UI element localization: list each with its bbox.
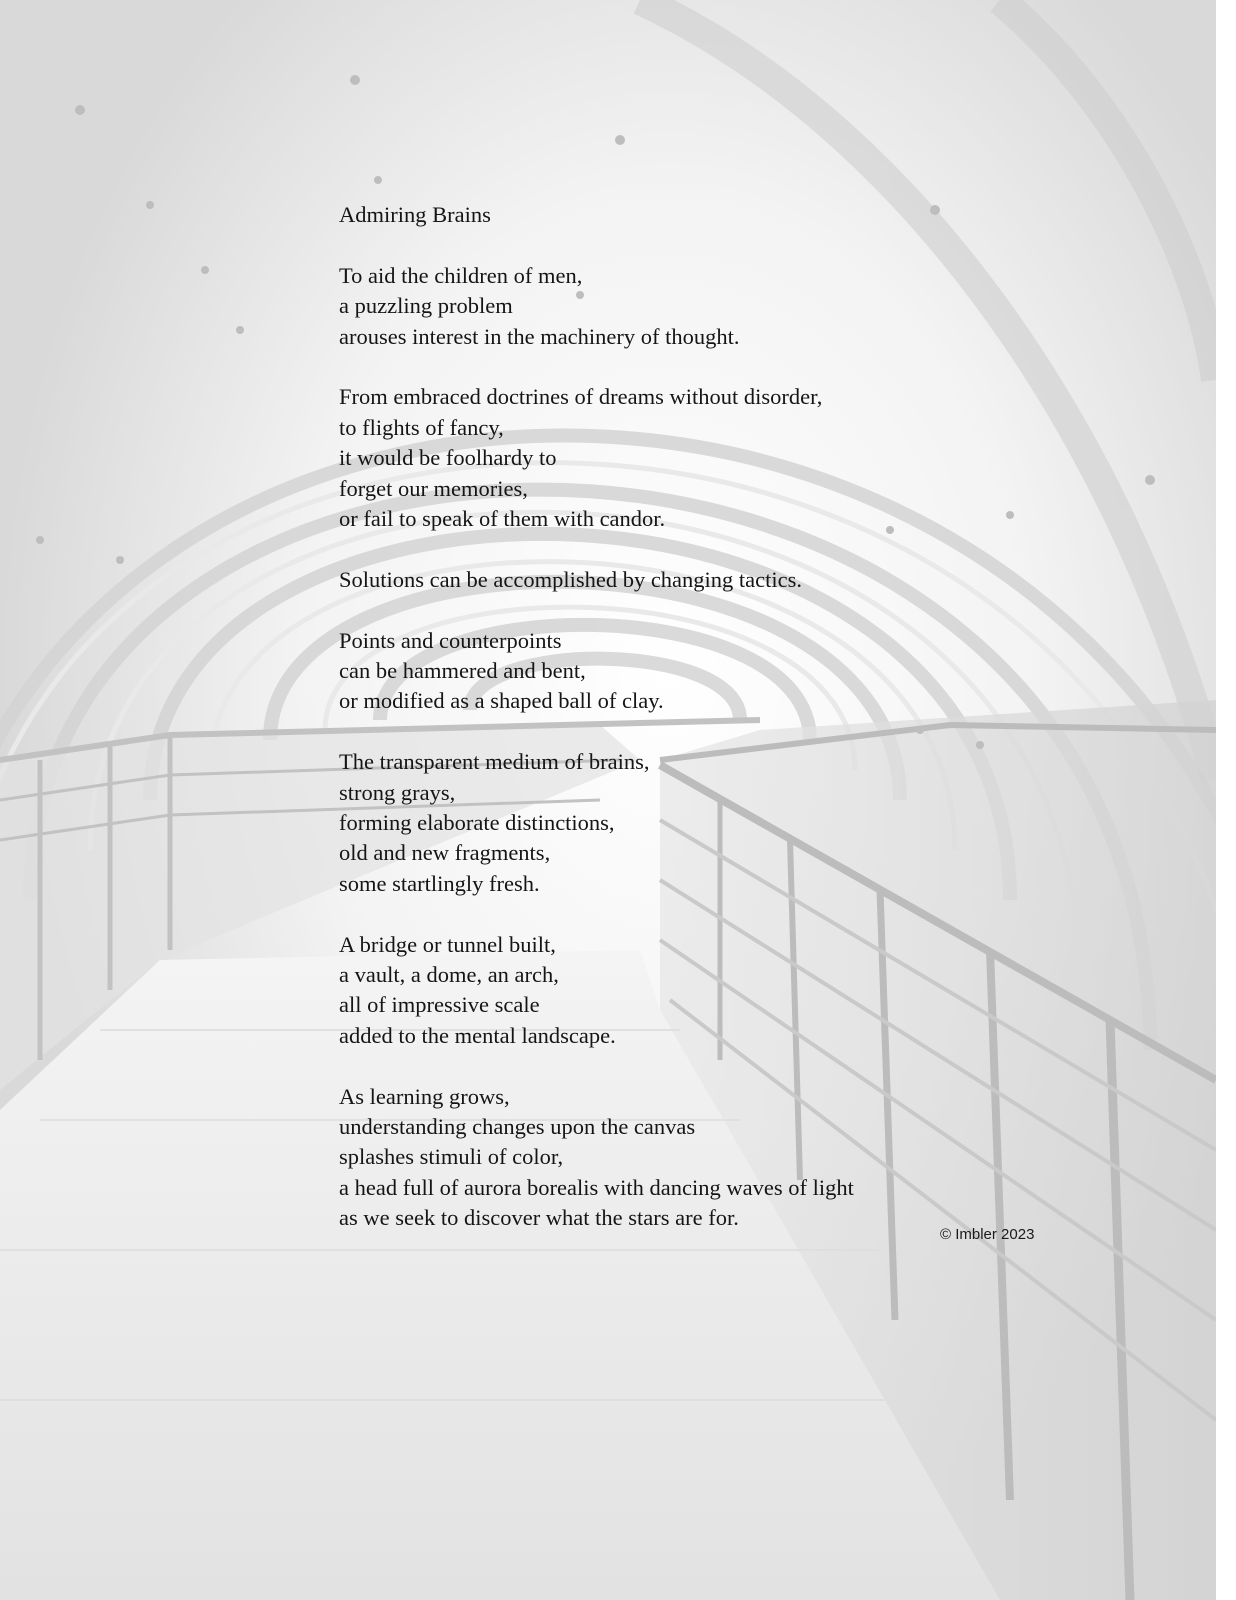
poem-line: can be hammered and bent,	[339, 658, 586, 684]
poem-line: added to the mental landscape.	[339, 1022, 616, 1048]
poem-line: or modified as a shaped ball of clay.	[339, 688, 664, 714]
stanza	[339, 382, 979, 534]
poem-line: all of impressive scale	[339, 992, 540, 1018]
poem-line: A bridge or tunnel built,	[339, 931, 556, 957]
poem-line: arouses interest in the machinery of thought.	[339, 323, 740, 349]
poem-line: splashes stimuli of color,	[339, 1144, 564, 1170]
poem-line: strong grays,	[339, 779, 456, 805]
poem-line: some startlingly fresh.	[339, 870, 540, 896]
stanza	[339, 930, 979, 1052]
poem-line: As learning grows,	[339, 1083, 510, 1109]
poem-line: a vault, a dome, an arch,	[339, 962, 559, 988]
stanza	[339, 747, 979, 899]
poem-line: Solutions can be accomplished by changing tactics.	[339, 566, 803, 592]
stanza	[339, 1082, 979, 1234]
stanza	[339, 565, 979, 595]
poem-line: To aid the children of men,	[339, 262, 583, 288]
stanza	[339, 626, 979, 717]
poem-title: Admiring Brains	[339, 202, 491, 227]
stanza	[339, 261, 979, 352]
poem-line: as we seek to discover what the stars are for.	[339, 1205, 739, 1231]
poem-line: Points and counterpoints	[339, 627, 562, 653]
poem-line: a puzzling problem	[339, 293, 513, 319]
poem	[339, 200, 979, 1234]
poem-line: From embraced doctrines of dreams without disorder,	[339, 384, 823, 410]
poem-line: a head full of aurora borealis with dancing waves of light	[339, 1174, 854, 1200]
poem-line: The transparent medium of brains,	[339, 749, 650, 775]
poem-line: understanding changes upon the canvas	[339, 1114, 696, 1140]
poem-line: forget our memories,	[339, 475, 528, 501]
copyright-notice: © Imbler 2023	[940, 1226, 1035, 1243]
poem-line: it would be foolhardy to	[339, 445, 557, 471]
poem-line: or fail to speak of them with candor.	[339, 506, 666, 532]
poem-line: forming elaborate distinctions,	[339, 810, 615, 836]
poem-line: old and new fragments,	[339, 840, 551, 866]
poem-line: to flights of fancy,	[339, 414, 504, 440]
